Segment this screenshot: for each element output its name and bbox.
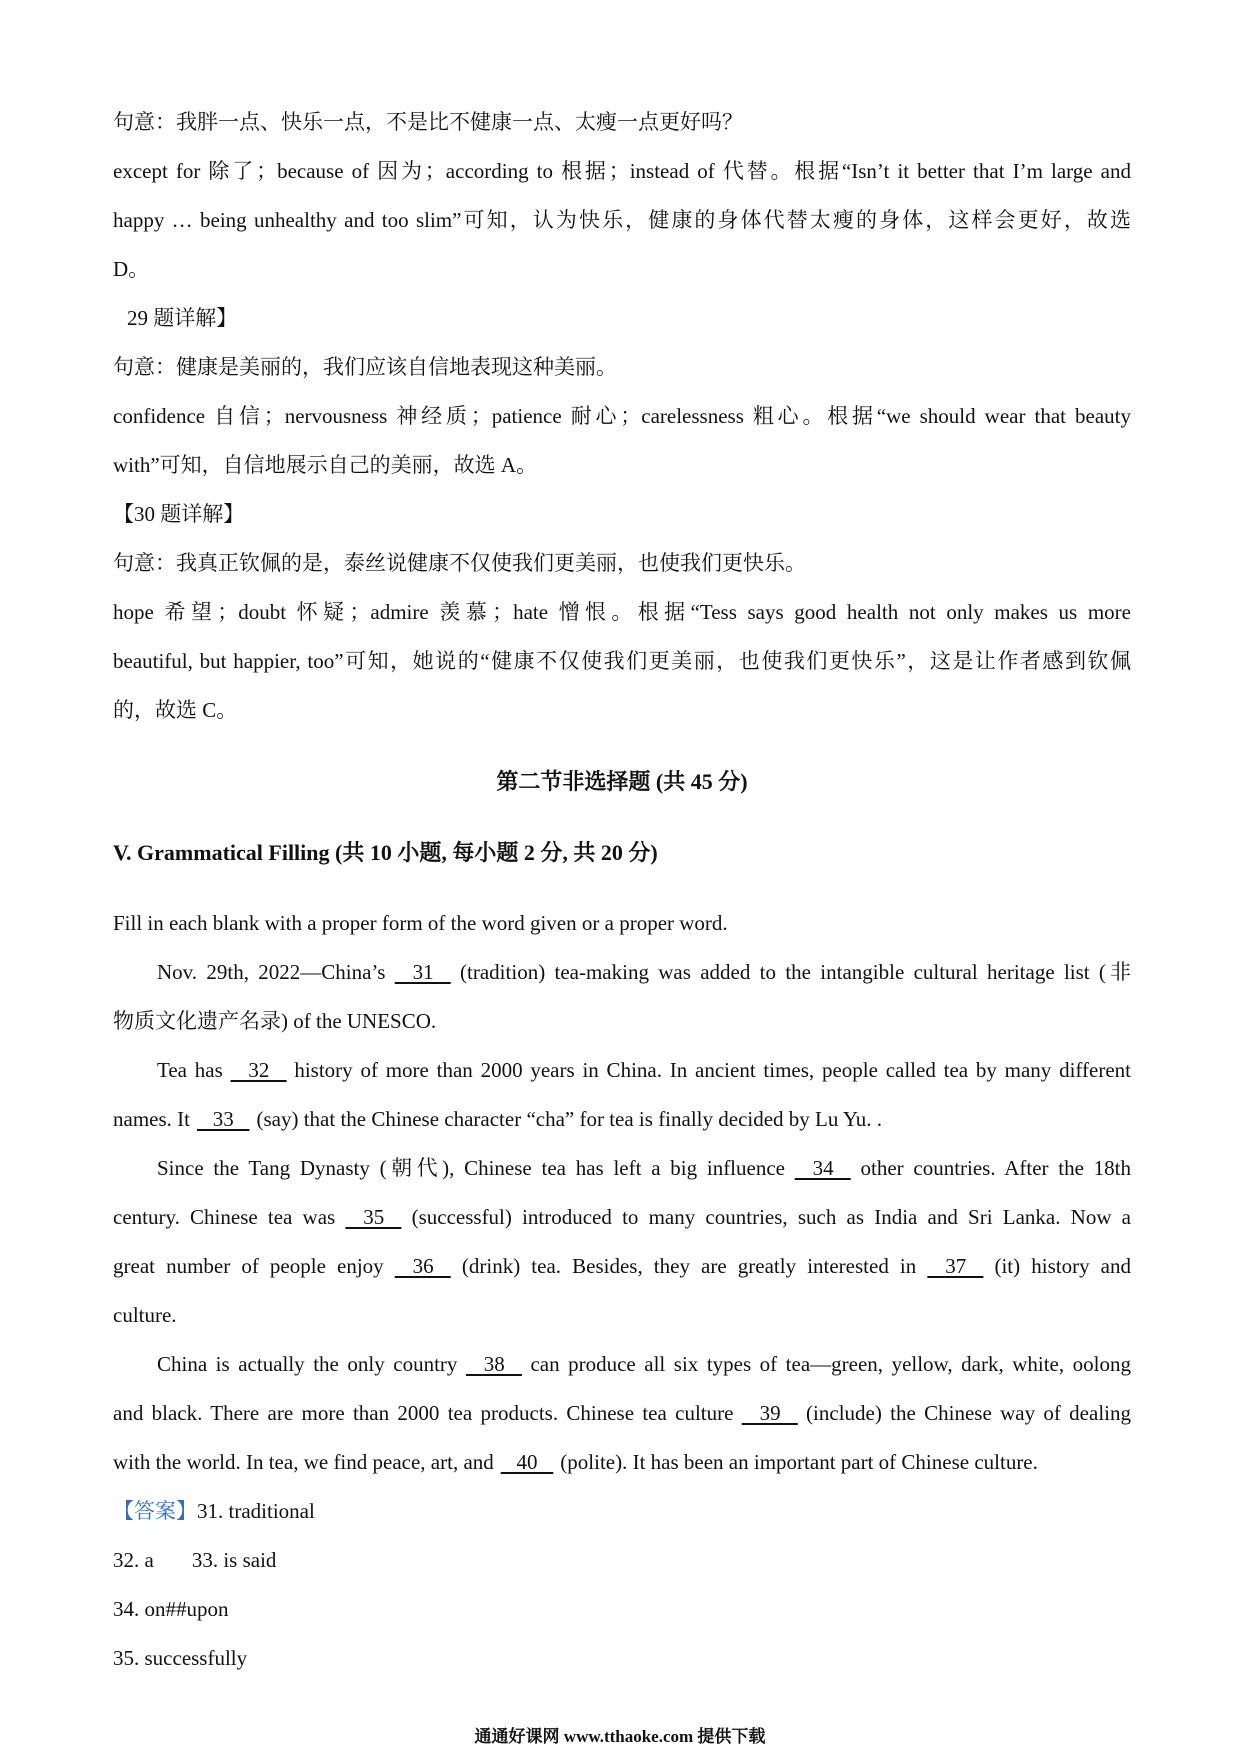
document-body [113,98,1131,1683]
answer-31: 31. traditional [197,1499,315,1523]
blank-34: 34 [794,1156,851,1180]
text-run: names. It [113,1107,196,1131]
text-run: Nov. 29th, 2022—China’s [157,960,395,984]
blank-37: 37 [927,1254,984,1278]
blank-36: 36 [394,1254,451,1278]
page-footer: 通通好课网 www.tthaoke.com 提供下载 [474,1727,766,1746]
passage-line-10 [113,1389,1131,1438]
answer-34: 34. on##upon [113,1597,229,1621]
answer-line-1 [113,1487,1131,1536]
part-5-instruction: Fill in each blank with a proper form of the word given or a proper word. [113,911,728,935]
section-2-title: 第二节非选择题 (共 45 分) [496,769,748,794]
explanation-30-heading: 【30 题详解】 [113,502,245,526]
text-run: (successful) introduced to many countries, such as India and Sri Lanka. Now a [401,1205,1131,1229]
text-run: Tea has [157,1058,231,1082]
blank-31: 31 [394,960,451,984]
passage-line-2: 物质文化遗产名录) of the UNESCO. [113,1009,437,1033]
explanation-29-line-1: confidence 自信；nervousness 神经质；patience 耐心；carelessness 粗心。根据“we should wear that beauty [113,404,1131,428]
explanation-29-heading: 29 题详解】 [127,306,238,330]
answer-line-2 [113,1536,1131,1585]
blank-38: 38 [465,1352,522,1376]
explanation-29-meaning: 句意：健康是美丽的，我们应该自信地表现这种美丽。 [113,355,617,379]
text-run: (tradition) tea-making was added to the intangible cultural heritage list (非 [450,960,1131,984]
text-run: (say) that the Chinese character “cha” for tea is finally decided by Lu Yu. . [251,1107,882,1131]
text-run: (drink) tea. Besides, they are greatly interested in [450,1254,928,1278]
explanation-30-line-2: beautiful, but happier, too”可知，她说的“健康不仅使我们更美丽，也使我们更快乐”，这是让作者感到钦佩 [113,649,1131,673]
passage-line-11 [113,1438,1131,1487]
explanation-28-line-2: happy … being unhealthy and too slim”可知，认为快乐，健康的身体代替太瘦的身体，这样会更好，故选 [113,208,1131,232]
explanation-28-line-1: except for 除了；because of 因为；according to 根据；instead of 代替。根据“Isn’t it better that I’m large and [113,159,1131,183]
text-run: (include) the Chinese way of dealing [797,1401,1131,1425]
part-5-title: V. Grammatical Filling (共 10 小题, 每小题 2 分, 共 20 分) [113,840,658,865]
passage-line-5 [113,1144,1131,1193]
text-run: (polite). It has been an important part of Chinese culture. [555,1450,1038,1474]
explanation-28-meaning: 句意：我胖一点、快乐一点，不是比不健康一点、太瘦一点更好吗？ [113,110,743,134]
answer-label: 【答案】 [113,1499,197,1523]
answer-35: 35. successfully [113,1646,248,1670]
explanation-28-line-3: D。 [113,257,150,281]
passage-line-4 [113,1095,1131,1144]
passage-line-8: culture. [113,1303,177,1327]
text-run: century. Chinese tea was [113,1205,346,1229]
passage-line-9 [113,1340,1131,1389]
text-run: great number of people enjoy [113,1254,395,1278]
passage-line-6 [113,1193,1131,1242]
passage-line-3 [113,1046,1131,1095]
blank-33: 33 [196,1107,250,1131]
explanation-30-line-3: 的，故选 C。 [113,698,238,722]
blank-35: 35 [345,1205,402,1229]
text-run: can produce all six types of tea—green, yellow, dark, white, oolong [521,1352,1131,1376]
text-run: other countries. After the 18th [850,1156,1131,1180]
blank-39: 39 [741,1401,798,1425]
explanation-30-line-1: hope 希望；doubt 怀疑；admire 羡慕；hate 憎恨。根据“Tess says good health not only makes us more [113,600,1131,624]
text-run: with the world. In tea, we find peace, art, and [113,1450,500,1474]
text-run: Since the Tang Dynasty (朝代), Chinese tea has left a big influence [157,1156,795,1180]
text-run: and black. There are more than 2000 tea products. Chinese tea culture [113,1401,742,1425]
text-run: (it) history and [983,1254,1131,1278]
passage-line-1 [113,948,1131,997]
answer-33: 33. is said [191,1548,277,1572]
answer-32: 32. a [113,1548,154,1572]
explanation-30-meaning: 句意：我真正钦佩的是，泰丝说健康不仅使我们更美丽，也使我们更快乐。 [113,551,806,575]
text-run: history of more than 2000 years in China. In ancient times, people called tea by many different [286,1058,1131,1082]
passage-line-7 [113,1242,1131,1291]
blank-32: 32 [230,1058,287,1082]
text-run: China is actually the only country [157,1352,466,1376]
blank-40: 40 [500,1450,554,1474]
explanation-29-line-2: with”可知，自信地展示自己的美丽，故选 A。 [113,453,538,477]
